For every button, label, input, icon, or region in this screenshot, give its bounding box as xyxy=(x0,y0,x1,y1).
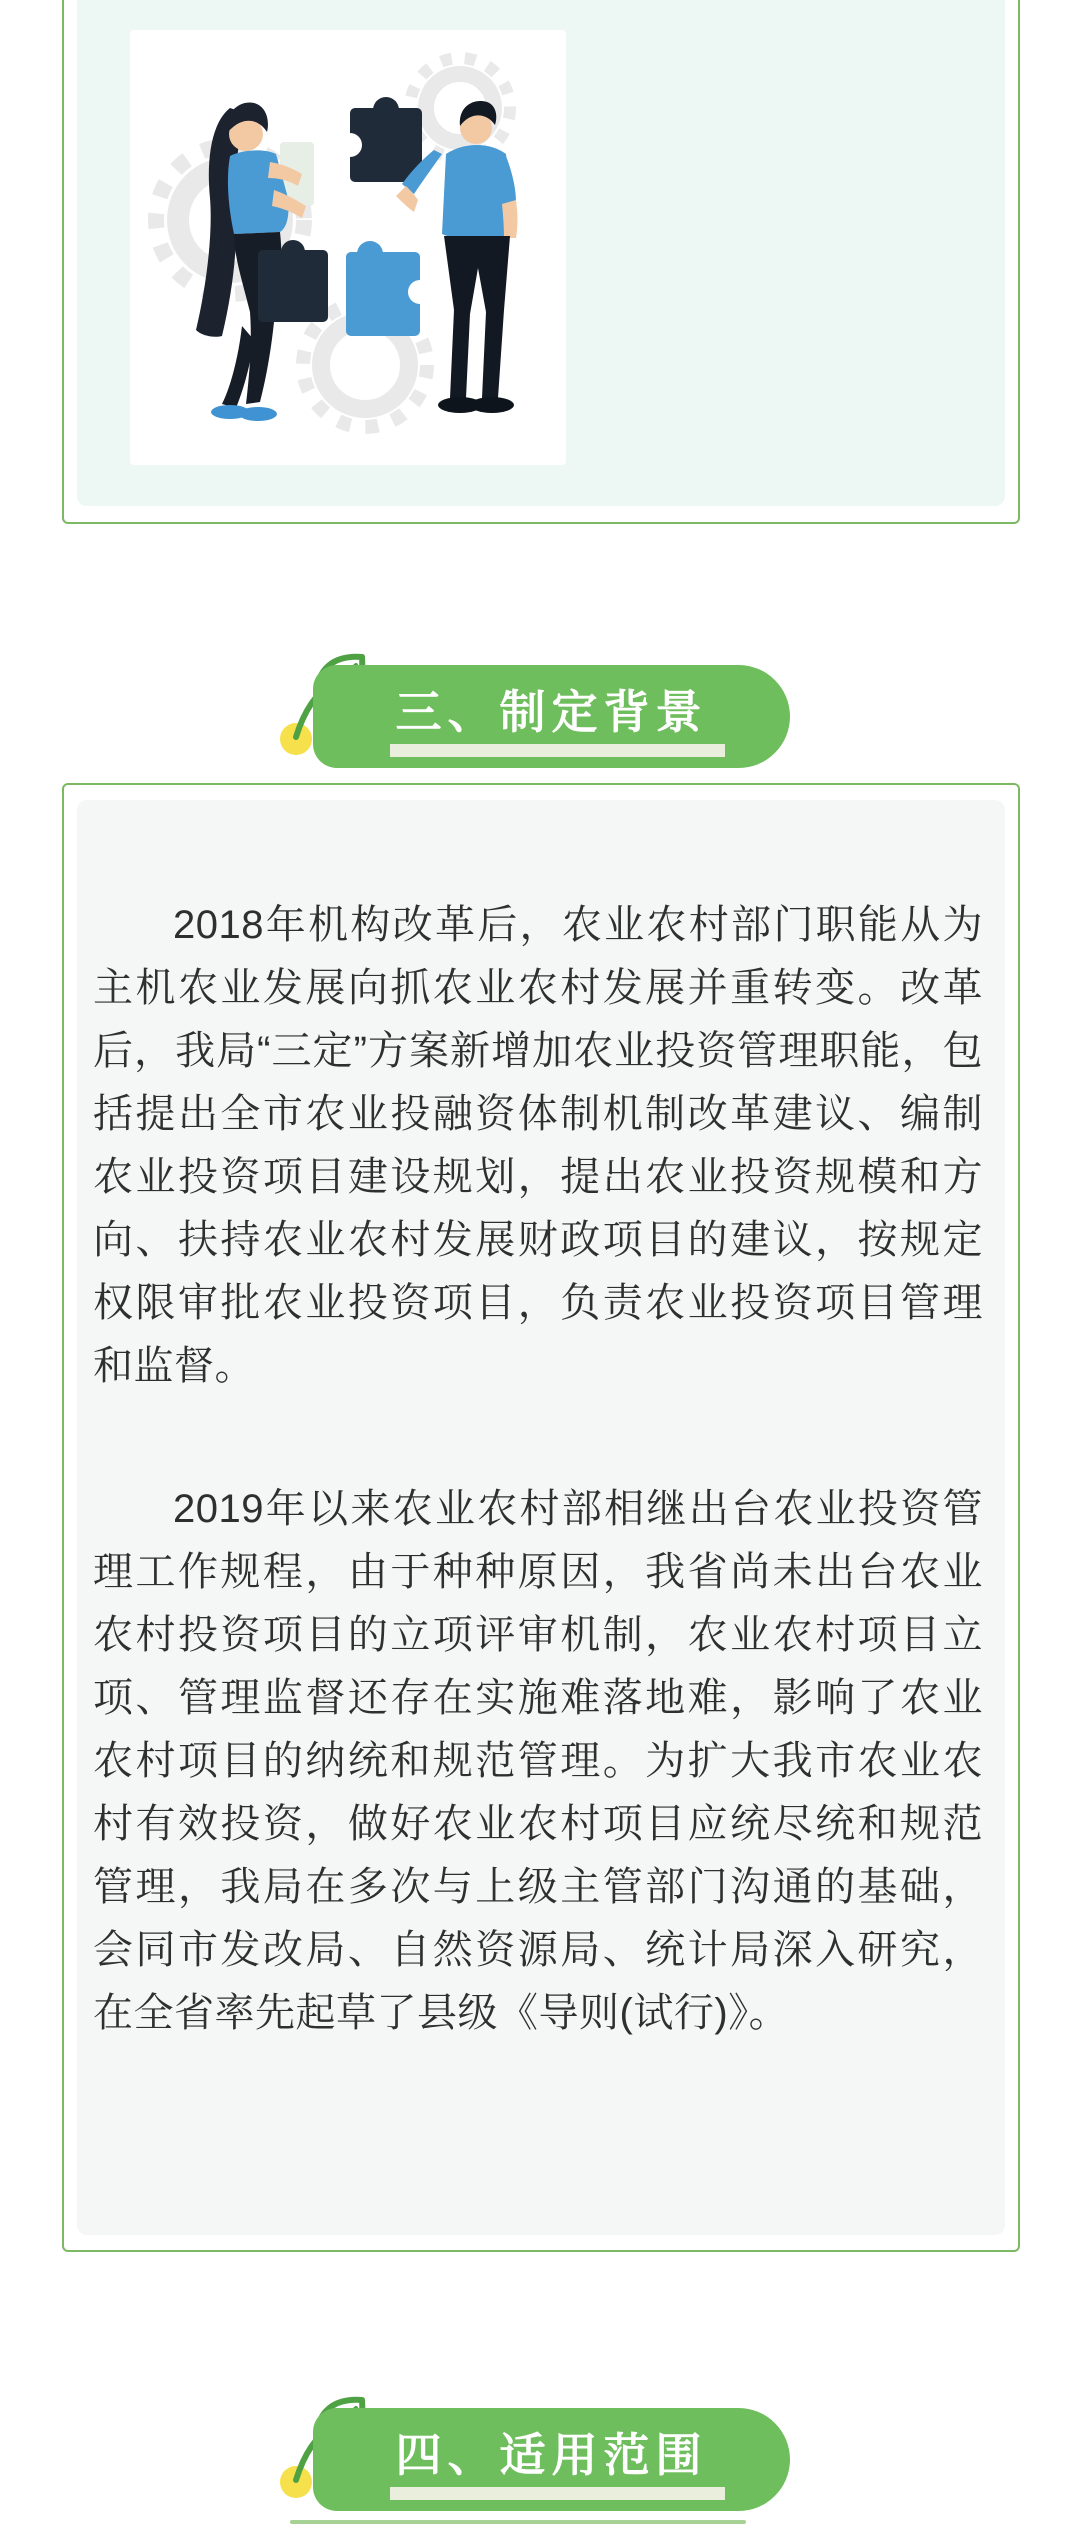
banner-underline xyxy=(390,2487,725,2500)
content-panel xyxy=(77,800,1005,2235)
banner-pill xyxy=(313,665,790,768)
banner-title: 三、制定背景 xyxy=(395,685,708,738)
paragraph-2019-guideline: 2019年以来农业农村部相继出台农业投资管理工作规程，由于种种原因，我省尚未出台农业农村投资项目的立项评审机制，农业农村项目立项、管理监督还存在实施难落地难，影响了农业农村项目的纳统和规范管理。为扩大我市农业农村有效投资，做好农业农村项目应统尽统和规范管理，我局在多次与上级主管部门沟通的基础，会同市发改局、自然资源局、统计局深入研究，在全省率先起草了县级《导则(试行)》。 xyxy=(93,1487,983,2035)
section-banner-scope xyxy=(313,2408,790,2511)
hero-panel xyxy=(77,0,1005,506)
teamwork-puzzle-graphic xyxy=(130,30,566,465)
paragraph-2018-reform: 2018年机构改革后，农业农村部门职能从为主机农业发展向抓农业农村发展并重转变。改革后，我局“三定”方案新增加农业投资管理职能，包括提出全市农业投融资体制机制改革建议、编制农业投资项目建设规划，提出农业投资规模和方向、扶持农业农村发展财政项目的建议，按规定权限审批农业投资项目，负责农业投资项目管理和监督。 xyxy=(93,903,983,1388)
banner-underline xyxy=(390,744,725,757)
content-card-background-section xyxy=(62,783,1020,2252)
banner-title: 四、适用范围 xyxy=(395,2428,708,2481)
banner-pill xyxy=(313,2408,790,2511)
section-banner-background xyxy=(313,665,790,768)
hero-card xyxy=(62,0,1020,524)
divider-line xyxy=(290,2520,746,2524)
teamwork-puzzle-illustration[interactable] xyxy=(130,30,566,465)
